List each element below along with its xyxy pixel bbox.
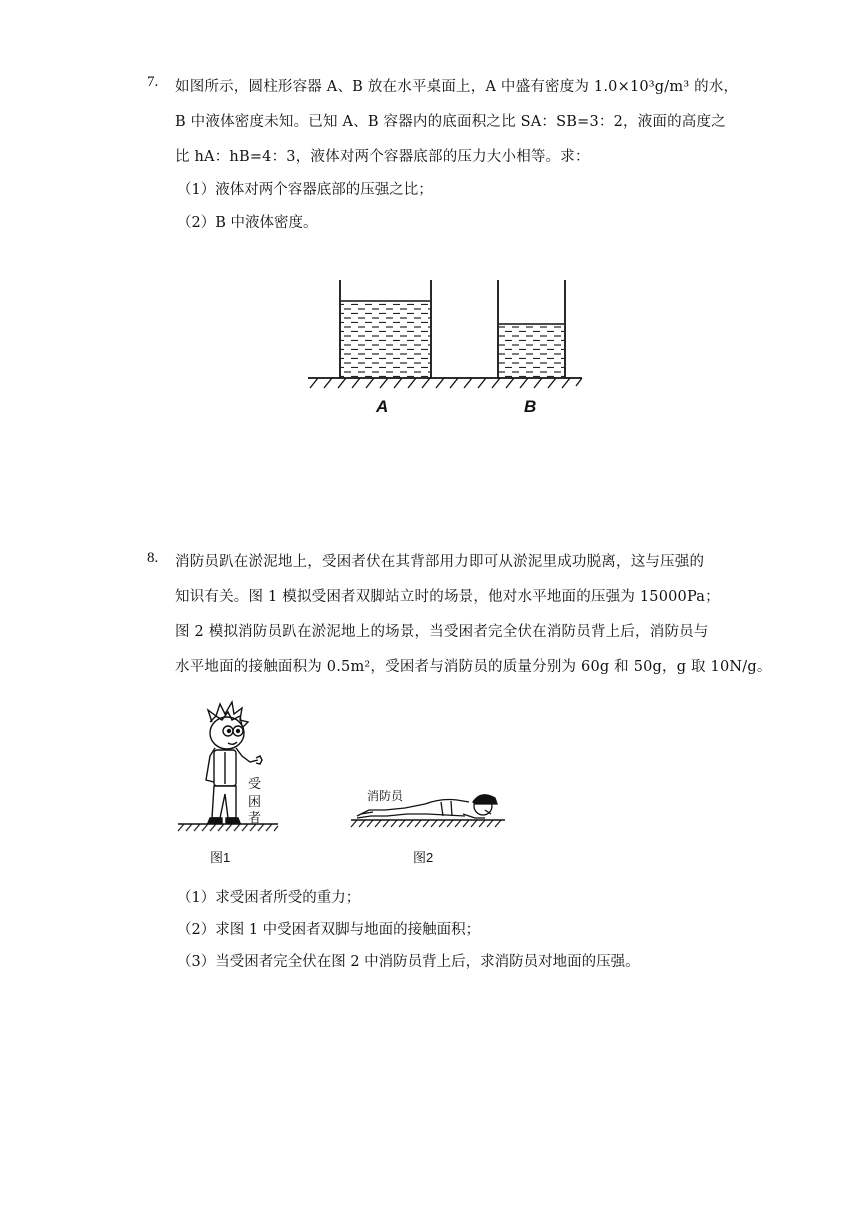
sub-question: （1）求受困者所受的重力； — [177, 890, 361, 906]
question-text-line: 如图所示，圆柱形容器 A、B 放在水平桌面上，A 中盛有密度为 1.0×10³g/m³ 的水， — [175, 79, 739, 95]
container-b — [498, 280, 565, 378]
fig1-caption: 图1 — [210, 850, 231, 865]
containers-figure — [300, 278, 590, 423]
container-a — [340, 280, 431, 378]
question-text-line: 图 2 模拟消防员趴在淤泥地上的场景，当受困者完全伏在消防员背上后，消防员与 — [175, 624, 709, 640]
label-b: B — [524, 397, 537, 416]
question-text-line: 消防员趴在淤泥地上，受困者伏在其背部用力即可从淤泥里成功脱离，这与压强的 — [175, 554, 705, 570]
fig1-label-char: 者 — [248, 810, 262, 825]
question-text-line: 比 hA：hB=4：3，液体对两个容器底部的压力大小相等。求： — [175, 149, 590, 165]
question-number: 7. — [147, 74, 159, 90]
question-text-line: 水平地面的接触面积为 0.5m²，受困者与消防员的质量分别为 60g 和 50g，g 取 10N/g。 — [175, 659, 772, 675]
figure-2 — [345, 770, 515, 868]
figure-1 — [170, 700, 290, 868]
question-number: 8. — [147, 550, 159, 566]
sub-question: （3）当受困者完全伏在图 2 中消防员背上后，求消防员对地面的压强。 — [177, 954, 640, 970]
fig2-caption: 图2 — [413, 850, 434, 865]
ground-hatch — [308, 378, 582, 388]
fig2-label: 消防员 — [367, 789, 404, 803]
sub-question: （2）B 中液体密度。 — [177, 215, 318, 231]
fig1-label-char: 受 — [248, 776, 262, 791]
question-text-line: B 中液体密度未知。已知 A、B 容器内的底面积之比 SA：SB=3：2，液面的高度之 — [175, 114, 726, 130]
fig1-label-char: 困 — [248, 794, 262, 809]
sub-question: （2）求图 1 中受困者双脚与地面的接触面积； — [177, 922, 481, 938]
sub-question: （1）液体对两个容器底部的压强之比； — [177, 182, 433, 198]
question-text-line: 知识有关。图 1 模拟受困者双脚站立时的场景，他对水平地面的压强为 15000Pa； — [175, 589, 720, 605]
label-a: A — [376, 397, 389, 416]
